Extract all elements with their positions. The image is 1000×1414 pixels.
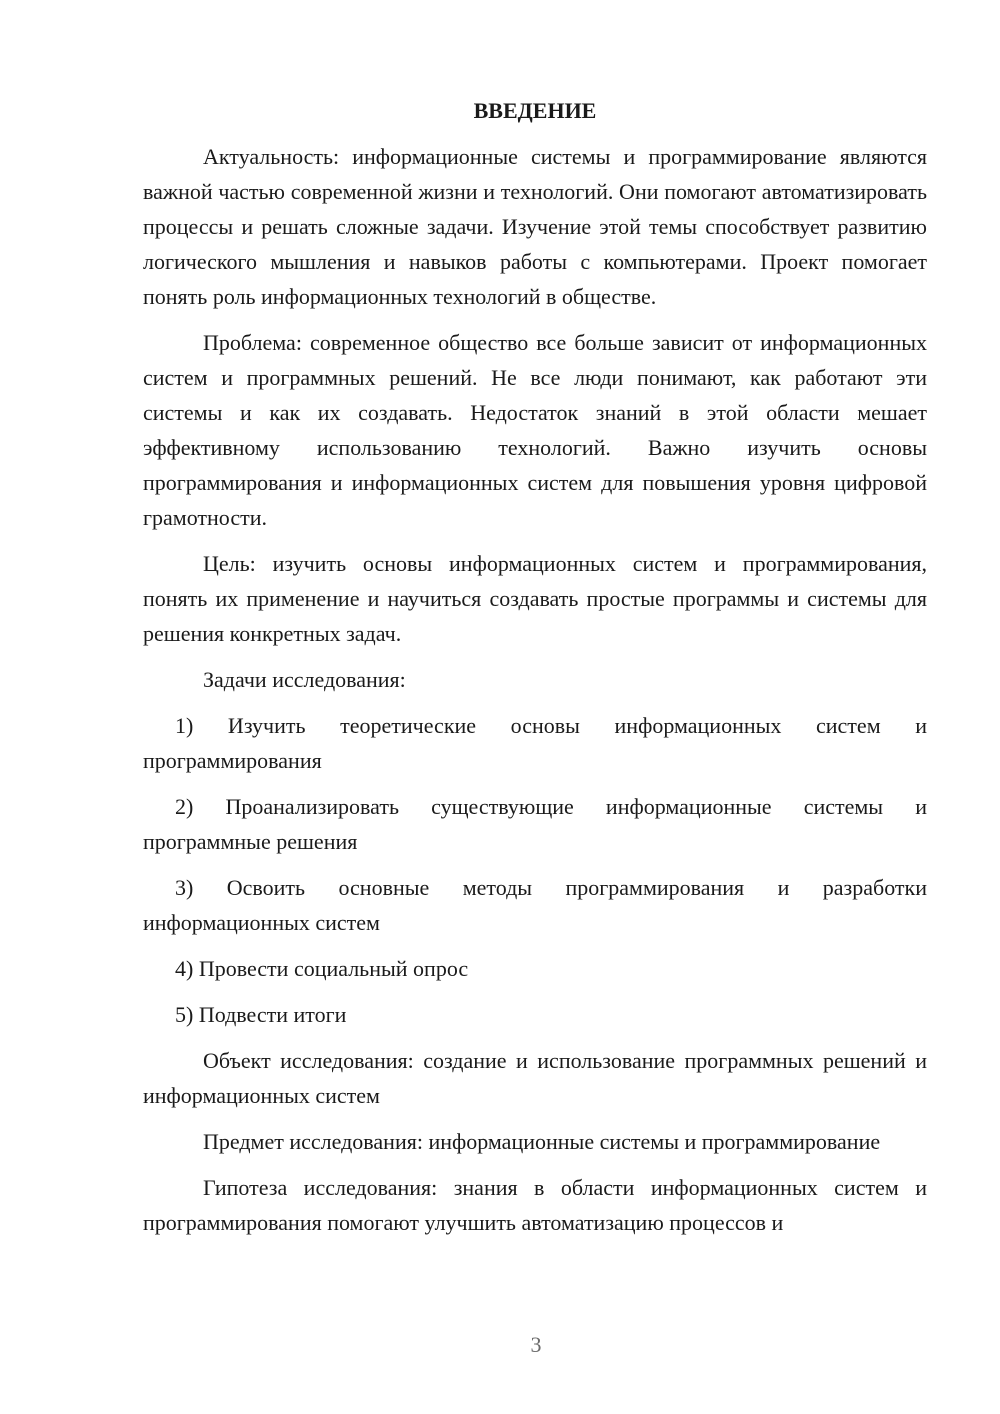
task-item-5: 5) Подвести итоги	[175, 1002, 347, 1027]
page-number: 3	[530, 1332, 542, 1357]
paragraph-problem: Проблема: современное общество все больше зависит от информационных систем и программных решений. Не все люди понимают, как работают эти системы и как их создавать. Недостаток знаний в этой области мешает эффективному использованию технологий. Важно изучить основы программирования и информационных систем для повышения уровня цифровой грамотности.	[143, 330, 927, 530]
task-item-4: 4) Провести социальный опрос	[175, 956, 469, 981]
task-item-2: 2) Проанализировать существующие информационные системы и программные решения	[143, 794, 927, 854]
page-title: ВВЕДЕНИЕ	[473, 98, 597, 123]
paragraph-relevance: Актуальность: информационные системы и программирование являются важной частью современной жизни и технологий. Они помогают автоматизировать процессы и решать сложные задачи. Изучение этой темы способствует развитию логического мышления и навыков работы с компьютерами. Проект помогает понять роль информационных технологий в обществе.	[143, 144, 927, 309]
paragraph-hypothesis: Гипотеза исследования: знания в области информационных систем и программирования помогают улучшить автоматизацию процессов и	[143, 1175, 927, 1235]
paragraph-goal: Цель: изучить основы информационных систем и программирования, понять их применение и научиться создавать простые программы и системы для решения конкретных задач.	[143, 551, 927, 646]
task-item-3: 3) Освоить основные методы программирования и разработки информационных систем	[143, 875, 927, 935]
paragraph-object: Объект исследования: создание и использование программных решений и информационных систем	[143, 1048, 927, 1108]
paragraph-tasks-heading: Задачи исследования:	[203, 667, 406, 692]
task-item-1: 1) Изучить теоретические основы информационных систем и программирования	[143, 713, 927, 773]
paragraph-subject: Предмет исследования: информационные системы и программирование	[203, 1129, 881, 1154]
document-body	[143, 96, 927, 1251]
